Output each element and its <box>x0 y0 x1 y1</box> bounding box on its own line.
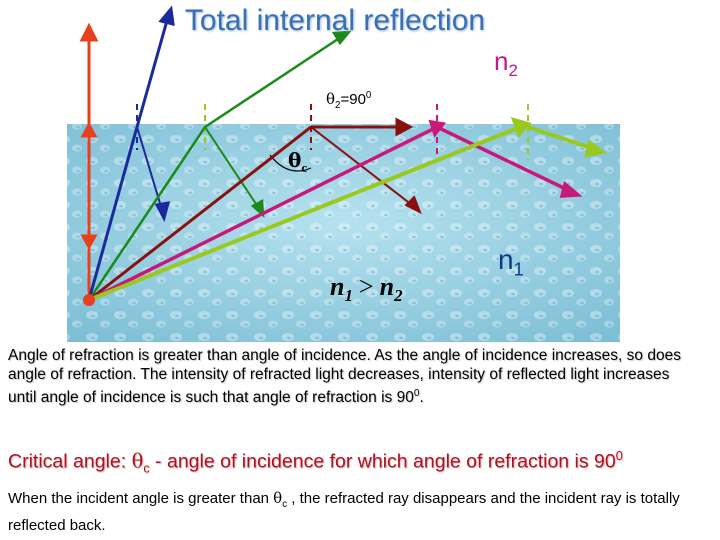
critical-angle-definition: Critical angle: $\theta_c$ - angle of incidence for which angle of refraction is $90^0$ <box>8 449 623 476</box>
explanation-paragraph: Angle of refraction is greater than angle of incidence. As the angle of incidence increases, so does angle of refraction. The intensity of refracted light decreases, intensity of reflected light increases until angle of incidence is such that angle of refraction is $90^0$. <box>8 347 681 407</box>
theta2-label: $\theta_2=90^0$ <box>326 90 372 111</box>
light-source <box>83 294 95 306</box>
refractive-index-inequality: $n_1 > n_2$ <box>330 272 403 306</box>
page-title: Total internal reflection <box>184 4 486 37</box>
n1-label: $n_1$ <box>498 244 524 280</box>
thetac-label: $\theta_c$ <box>288 148 308 175</box>
total-reflection-note: When the incident angle is greater than $\theta_c$ , the refracted ray disappears and the incident ray is totally reflected back. <box>8 489 680 534</box>
n2-label: $n_2$ <box>494 46 518 81</box>
water-texture <box>67 124 620 342</box>
